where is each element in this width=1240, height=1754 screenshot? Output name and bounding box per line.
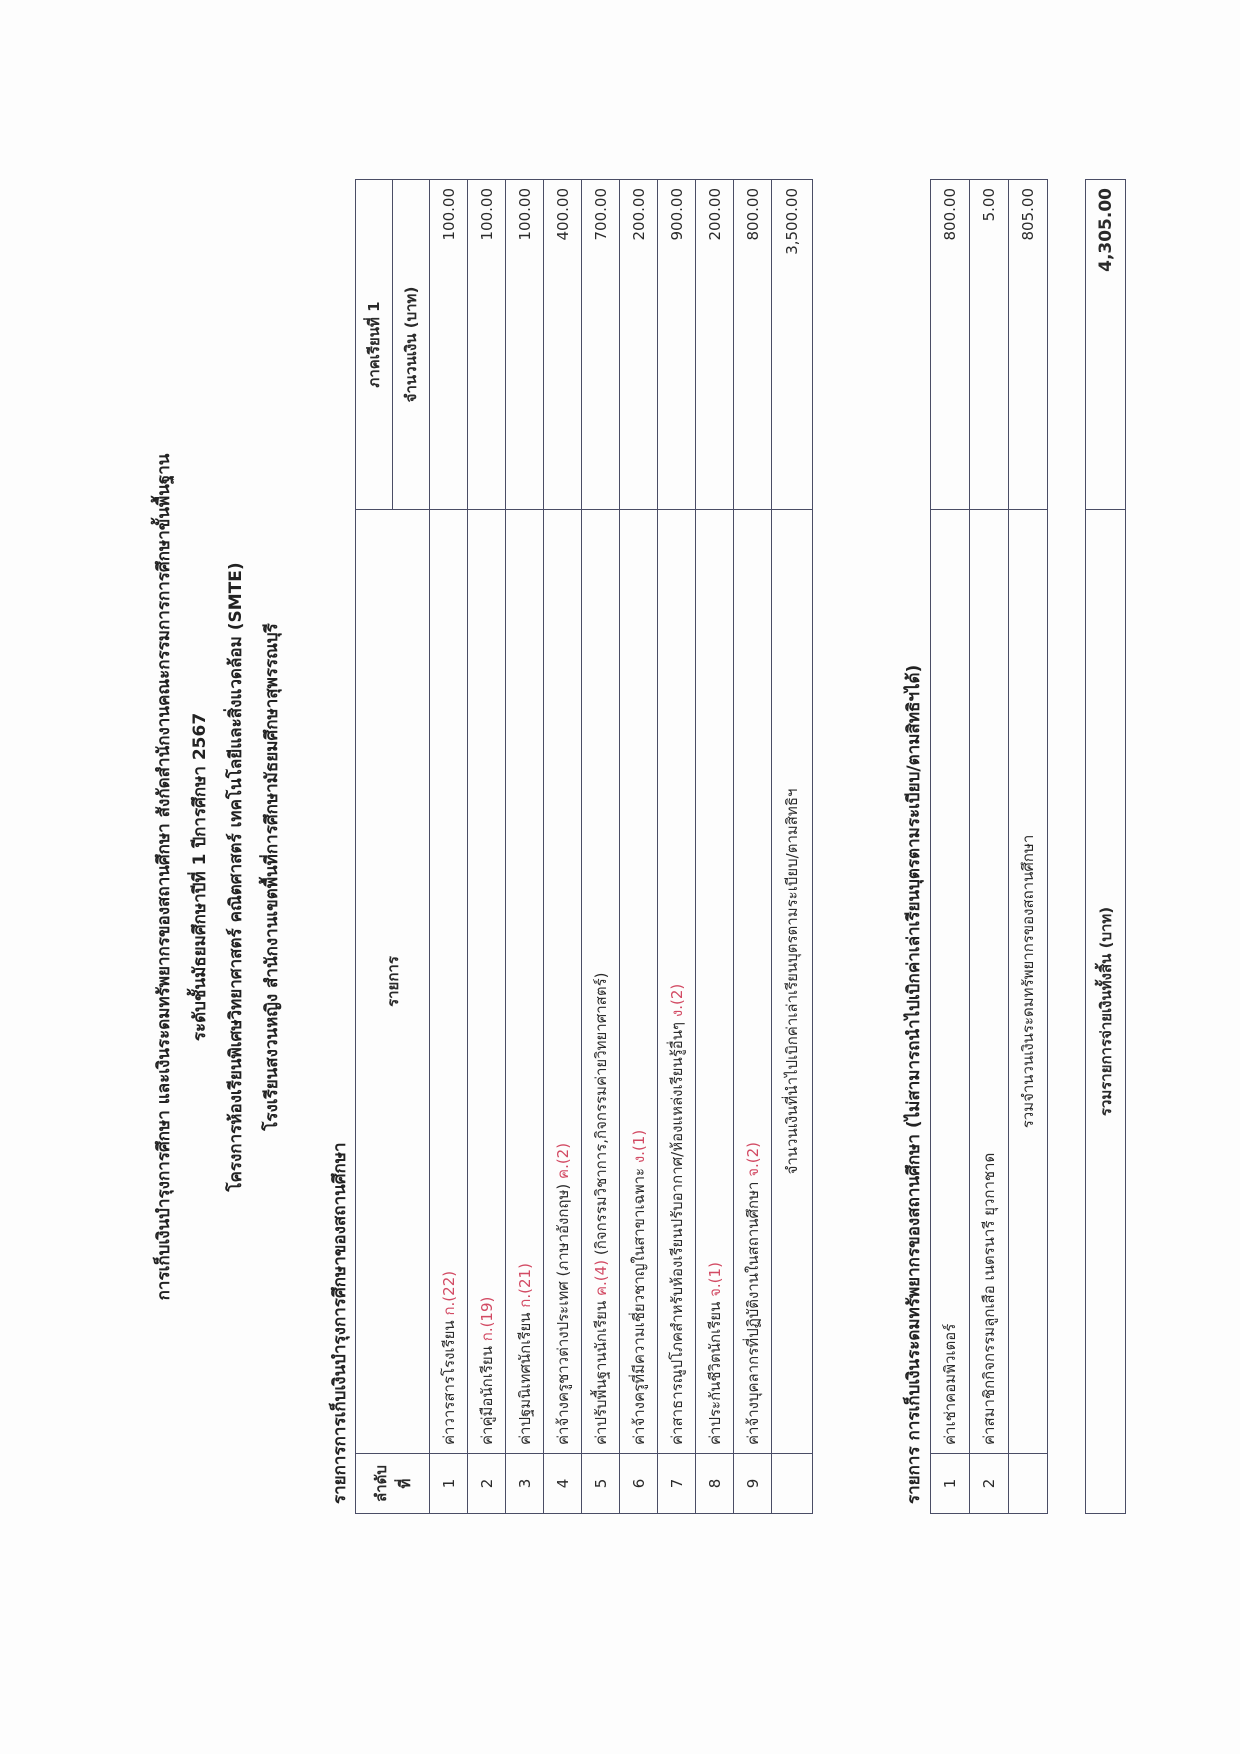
- col-no-header: ลำดับที่: [356, 1454, 430, 1514]
- row-item: ค่าวารสารโรงเรียน ก.(22): [430, 510, 468, 1454]
- row-amount: 5.00: [970, 180, 1009, 510]
- row-no: 3: [506, 1454, 544, 1514]
- row-amount: 200.00: [696, 180, 734, 510]
- row-amount: 800.00: [931, 180, 970, 510]
- total-row: [1009, 180, 1048, 1514]
- grand-total-table: [1085, 179, 1126, 1514]
- row-item: ค่าคู่มือนักเรียน ก.(19): [468, 510, 506, 1454]
- table-row: [696, 180, 734, 1514]
- row-amount: 400.00: [544, 180, 582, 510]
- row-item: ค่าเช่าคอมพิวเตอร์: [931, 510, 970, 1454]
- section2-title: รายการ การเก็บเงินระดมทรัพยากรของสถานศึกษา (ไม่สามารถนำไปเบิกค่าเล่าเรียนบุตรตามระเบียบ/ตามสิทธิฯได้): [904, 664, 924, 1504]
- row-amount: 800.00: [734, 180, 772, 510]
- table-row: [970, 180, 1009, 1514]
- table-row: [931, 180, 970, 1514]
- row-no: 1: [430, 1454, 468, 1514]
- header-line-3: โครงการห้องเรียนพิเศษวิทยาศาสตร์ คณิตศาสตร์ เทคโนโลยีและสิ่งแวดล้อม (SMTE): [226, 562, 246, 1192]
- row-item: ค่าสมาชิกกิจกรรมลูกเสือ เนตรนารี ยุวกาชาด: [970, 510, 1009, 1454]
- row-amount: 200.00: [620, 180, 658, 510]
- row-no: 9: [734, 1454, 772, 1514]
- table-row: [544, 180, 582, 1514]
- grand-total-row: [1086, 180, 1126, 1514]
- row-item: ค่าปรับพื้นฐานนักเรียน ค.(4) (กิจกรรมวิชาการ,กิจกรรมค่ายวิทยาศาสตร์): [582, 510, 620, 1454]
- row-no: 7: [658, 1454, 696, 1514]
- section1-title: รายการการเก็บเงินบำรุงการศึกษาของสถานศึกษา: [330, 1142, 350, 1504]
- total-amount: 3,500.00: [772, 180, 813, 510]
- row-no: 5: [582, 1454, 620, 1514]
- row-no: 8: [696, 1454, 734, 1514]
- row-no: 2: [468, 1454, 506, 1514]
- table-row: [582, 180, 620, 1514]
- total-label: รวมจำนวนเงินระดมทรัพยากรของสถานศึกษา: [1009, 510, 1048, 1454]
- col-item-header: รายการ: [356, 510, 430, 1454]
- total-amount: 805.00: [1009, 180, 1048, 510]
- row-item: ค่าประกันชีวิตนักเรียน จ.(1): [696, 510, 734, 1454]
- row-amount: 100.00: [506, 180, 544, 510]
- row-amount: 900.00: [658, 180, 696, 510]
- header-line-1: การเก็บเงินบำรุงการศึกษา และเงินระดมทรัพยากรของสถานศึกษา สังกัดสำนักงานคณะกรรมการการศึกษาขั้นพื้นฐาน: [154, 453, 174, 1301]
- table-row: [658, 180, 696, 1514]
- table-row: [506, 180, 544, 1514]
- row-item: ค่าจ้างบุคลากรที่ปฏิบัติงานในสถานศึกษา จ.(2): [734, 510, 772, 1454]
- table-row: [430, 180, 468, 1514]
- fees-table: [355, 179, 813, 1514]
- grand-total-amount: 4,305.00: [1086, 180, 1126, 510]
- resource-table: [930, 179, 1048, 1514]
- row-no: 1: [931, 1454, 970, 1514]
- row-no: 6: [620, 1454, 658, 1514]
- row-amount: 100.00: [430, 180, 468, 510]
- row-amount: 700.00: [582, 180, 620, 510]
- row-item: ค่าจ้างครูชาวต่างประเทศ (ภาษาอังกฤษ) ค.(2): [544, 510, 582, 1454]
- table-row: [468, 180, 506, 1514]
- total-row: [772, 180, 813, 1514]
- table-row: [734, 180, 772, 1514]
- row-item: ค่าปฐมนิเทศนักเรียน ก.(21): [506, 510, 544, 1454]
- grand-total-label: รวมรายการจ่ายเงินทั้งสิ้น (บาท): [1086, 510, 1126, 1514]
- col-term-header: ภาคเรียนที่ 1: [356, 180, 393, 510]
- total-label: จำนวนเงินที่นำไปเบิกค่าเล่าเรียนบุตรตามระเบียบ/ตามสิทธิฯ: [772, 510, 813, 1454]
- table-row: [620, 180, 658, 1514]
- header-line-2: ระดับชั้นมัธยมศึกษาปีที่ 1 ปีการศึกษา 2567: [190, 712, 210, 1042]
- col-amount-header: จำนวนเงิน (บาท): [393, 180, 430, 510]
- row-no: 2: [970, 1454, 1009, 1514]
- header-line-4: โรงเรียนสงวนหญิง สำนักงานเขตพื้นที่การศึกษามัธยมศึกษาสุพรรณบุรี: [262, 623, 282, 1131]
- row-no: 4: [544, 1454, 582, 1514]
- row-item: ค่าจ้างครูที่มีความเชี่ยวชาญในสาขาเฉพาะ ง.(1): [620, 510, 658, 1454]
- row-amount: 100.00: [468, 180, 506, 510]
- row-item: ค่าสาธารณูปโภคสำหรับห้องเรียนปรับอากาศ/ห้องแหล่งเรียนรู้อื่นๆ ง.(2): [658, 510, 696, 1454]
